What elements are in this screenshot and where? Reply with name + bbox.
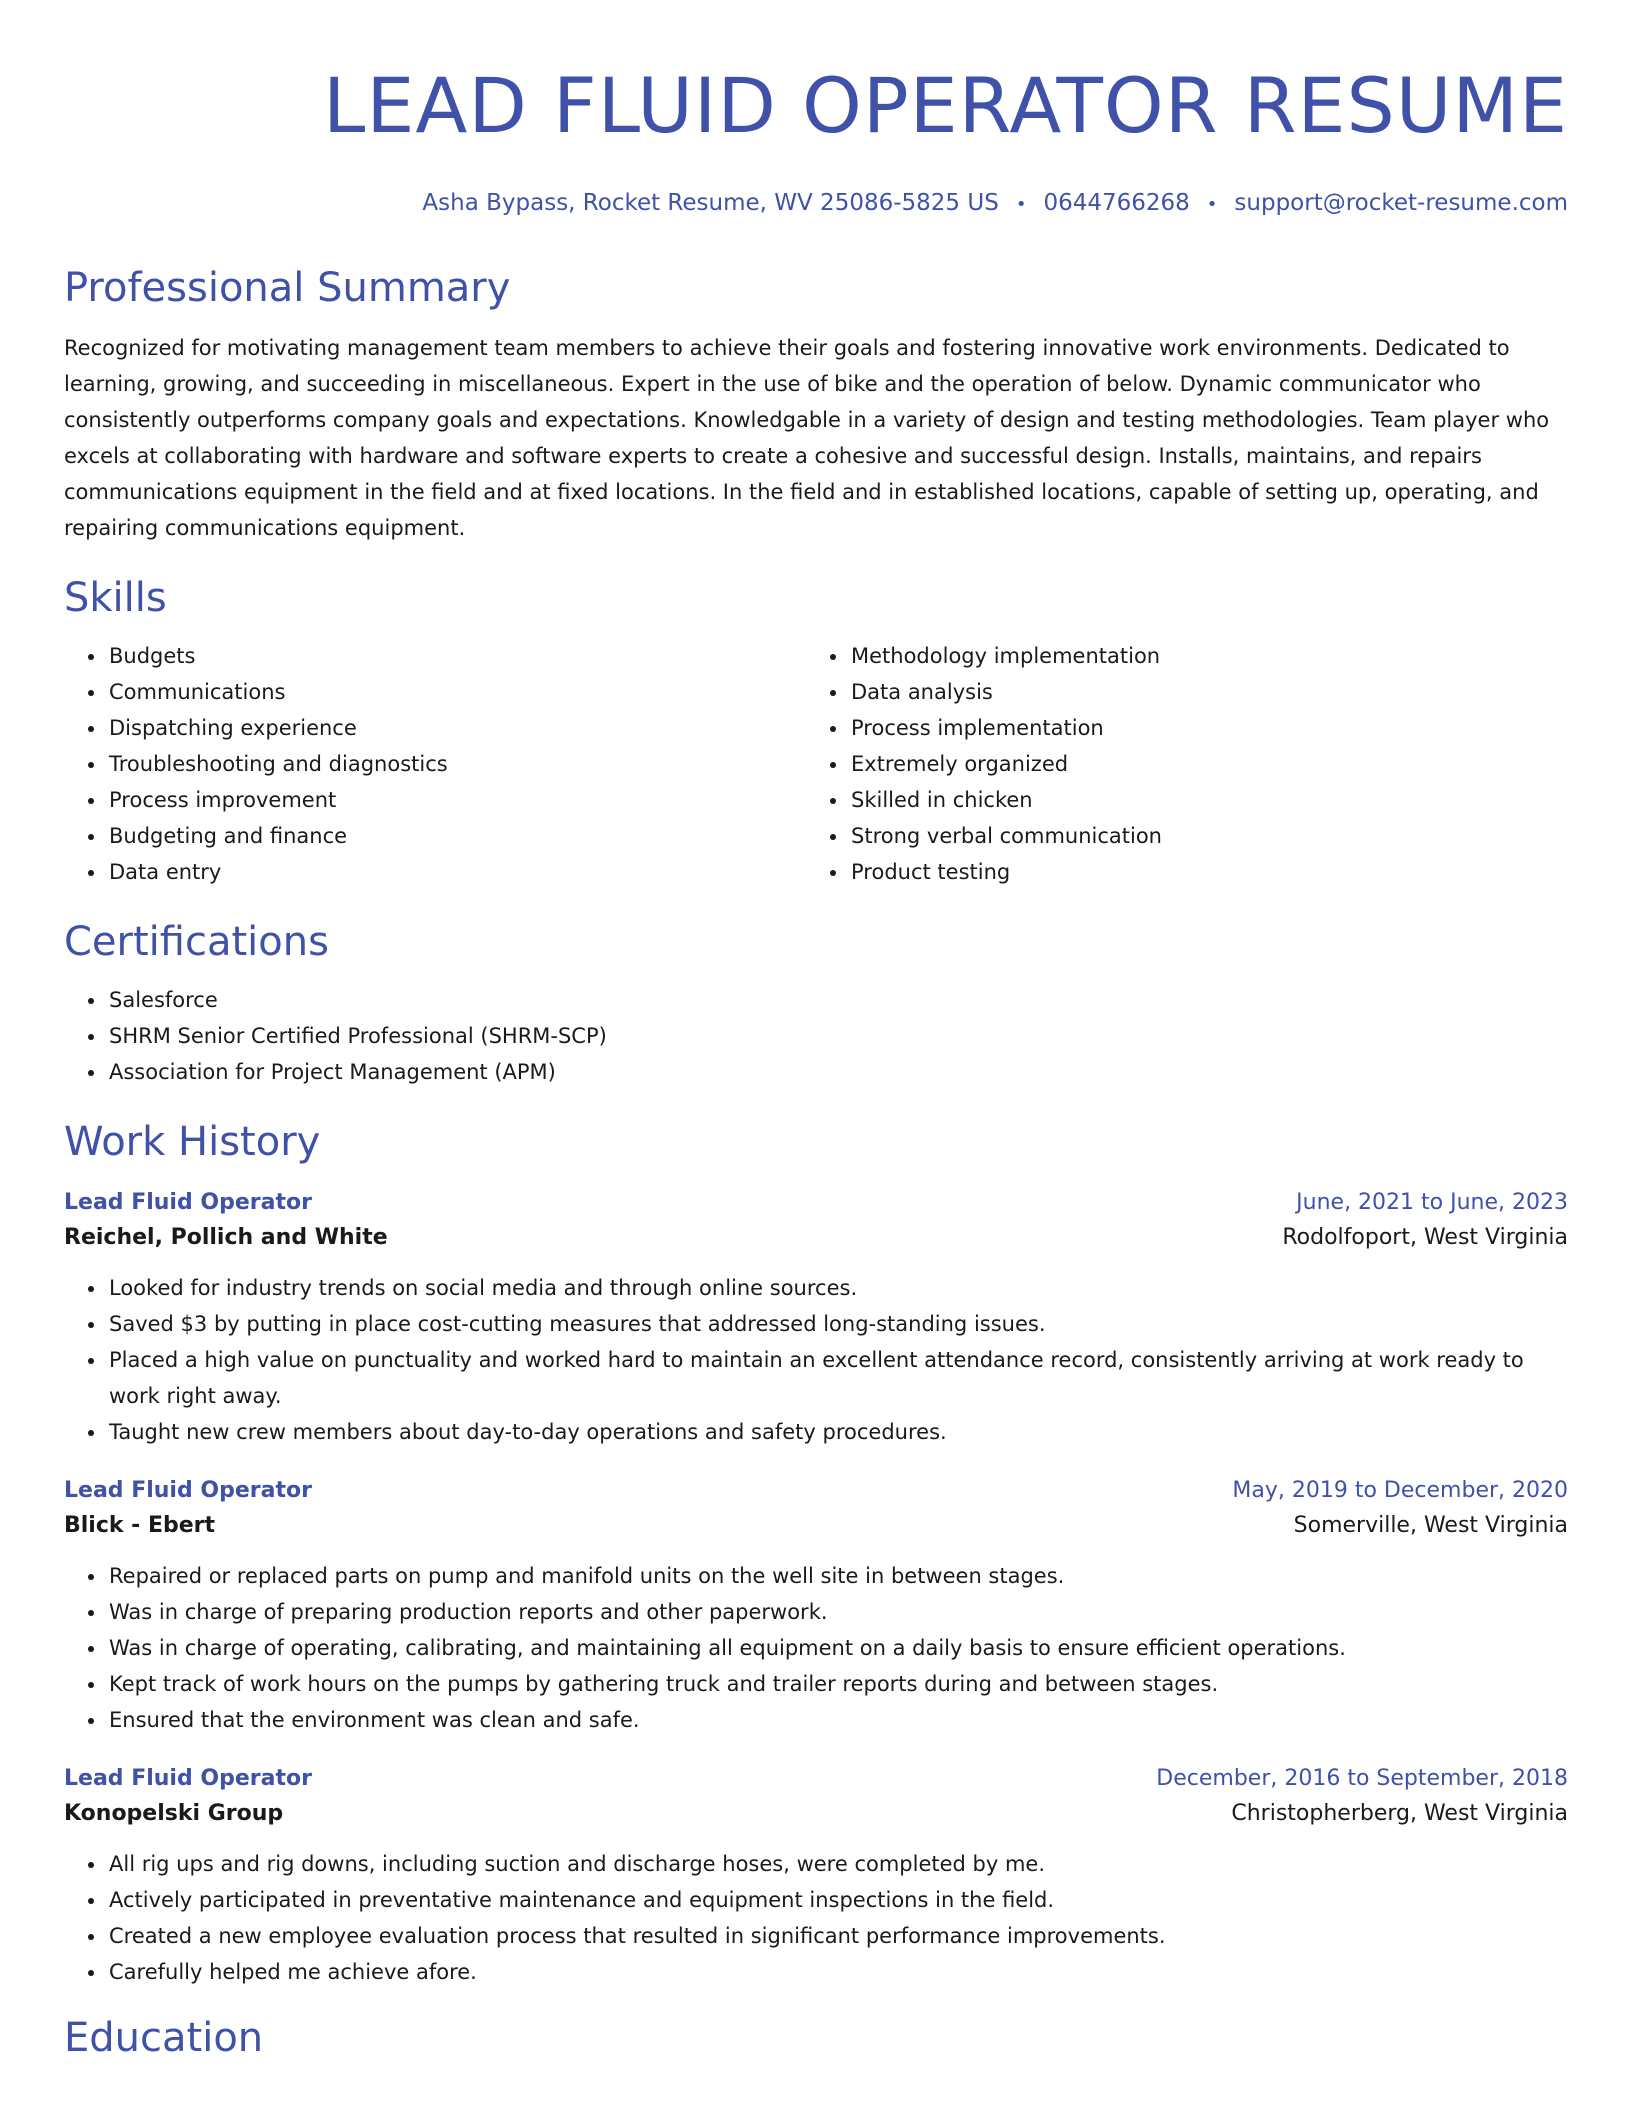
skill-item: • Strong verbal communication (849, 818, 1568, 854)
skills-column-right (806, 638, 1568, 890)
job-bullet: • Placed a high value on punctuality and worked hard to maintain an excellent attendance record, consistently arriving at work ready to work right away. (107, 1342, 1568, 1414)
work-history-heading: Work History (64, 1119, 321, 1165)
job-company: Blick - Ebert (64, 1513, 216, 1538)
job-bullets (64, 1846, 1568, 1990)
skill-item: • Budgets (107, 638, 806, 674)
skills-column-left (64, 638, 806, 890)
job-dates: December, 2016 to September, 2018 (1156, 1766, 1568, 1791)
job-dates: June, 2021 to June, 2023 (1296, 1190, 1568, 1215)
job-location: Somerville, West Virginia (1293, 1513, 1568, 1538)
job-entry (64, 1764, 1568, 1990)
job-bullet: • Kept track of work hours on the pumps by gathering truck and trailer reports during and between stages. (107, 1666, 1568, 1702)
skill-item: • Methodology implementation (849, 638, 1568, 674)
skill-item: • Process implementation (849, 710, 1568, 746)
skills-heading: Skills (64, 575, 167, 621)
job-company: Konopelski Group (64, 1801, 284, 1826)
certifications-heading: Certifications (64, 919, 329, 965)
certification-item: • SHRM Senior Certified Professional (SHRM-SCP) (107, 1018, 1568, 1054)
job-title: Lead Fluid Operator (64, 1766, 312, 1791)
job-bullet: • Was in charge of operating, calibrating, and maintaining all equipment on a daily basis to ensure efficient operations. (107, 1630, 1568, 1666)
job-title: Lead Fluid Operator (64, 1190, 312, 1215)
job-bullet: • Saved $3 by putting in place cost-cutting measures that addressed long-standing issues. (107, 1306, 1568, 1342)
contact-email: support@rocket-resume.com (1234, 190, 1568, 216)
contact-address: Asha Bypass, Rocket Resume, WV 25086-5825 US (422, 190, 999, 216)
job-bullet: • Taught new crew members about day-to-day operations and safety procedures. (107, 1414, 1568, 1450)
skill-item: • Process improvement (107, 782, 806, 818)
skill-item: • Extremely organized (849, 746, 1568, 782)
job-location: Christopherberg, West Virginia (1231, 1801, 1568, 1826)
job-bullet: • Repaired or replaced parts on pump and manifold units on the well site in between stages. (107, 1558, 1568, 1594)
job-entry (64, 1188, 1568, 1450)
summary-text: Recognized for motivating management team members to achieve their goals and fostering innovative work environments. Dedicated to learning, growing, and succeeding in miscellaneous. Expert in the use of bike and the operation of below. Dynamic communicator who consistently outperforms company goals and expectations. Knowledgable in a variety of design and testing methodologies. Team player who excels at collaborating with hardware and software experts to create a cohesive and successful design. Installs, maintains, and repairs communications equipment in the field and at fixed locations. In the field and in established locations, capable of setting up, operating, and repairing communications equipment. (64, 336, 1550, 540)
certification-item: • Salesforce (107, 982, 1568, 1018)
contact-separator: • (1206, 194, 1218, 215)
job-bullet: • Ensured that the environment was clean and safe. (107, 1702, 1568, 1738)
job-company: Reichel, Pollich and White (64, 1225, 388, 1250)
job-bullet: • Carefully helped me achieve afore. (107, 1954, 1568, 1990)
resume-page (64, 0, 1568, 2062)
education-heading: Education (64, 2015, 264, 2061)
certifications-list (64, 982, 1568, 1090)
contact-line (64, 188, 1568, 220)
job-bullet: • Was in charge of preparing production reports and other paperwork. (107, 1594, 1568, 1630)
job-title: Lead Fluid Operator (64, 1478, 312, 1503)
job-bullets (64, 1270, 1568, 1450)
resume-title: LEAD FLUID OPERATOR RESUME (322, 61, 1568, 150)
job-location: Rodolfoport, West Virginia (1282, 1225, 1568, 1250)
skill-item: • Communications (107, 674, 806, 710)
skills-list (64, 638, 1568, 890)
contact-separator: • (1015, 194, 1027, 215)
job-dates: May, 2019 to December, 2020 (1232, 1478, 1568, 1503)
skill-item: • Skilled in chicken (849, 782, 1568, 818)
skill-item: • Budgeting and finance (107, 818, 806, 854)
skill-item: • Data analysis (849, 674, 1568, 710)
job-entry (64, 1476, 1568, 1738)
job-bullet: • All rig ups and rig downs, including suction and discharge hoses, were completed by me. (107, 1846, 1568, 1882)
skill-item: • Dispatching experience (107, 710, 806, 746)
skill-item: • Product testing (849, 854, 1568, 890)
job-bullet: • Actively participated in preventative maintenance and equipment inspections in the field. (107, 1882, 1568, 1918)
certification-item: • Association for Project Management (APM) (107, 1054, 1568, 1090)
skill-item: • Troubleshooting and diagnostics (107, 746, 806, 782)
skill-item: • Data entry (107, 854, 806, 890)
contact-phone: 0644766268 (1043, 190, 1190, 216)
summary-heading: Professional Summary (64, 265, 511, 311)
job-bullets (64, 1558, 1568, 1738)
job-bullet: • Created a new employee evaluation process that resulted in significant performance improvements. (107, 1918, 1568, 1954)
job-bullet: • Looked for industry trends on social media and through online sources. (107, 1270, 1568, 1306)
